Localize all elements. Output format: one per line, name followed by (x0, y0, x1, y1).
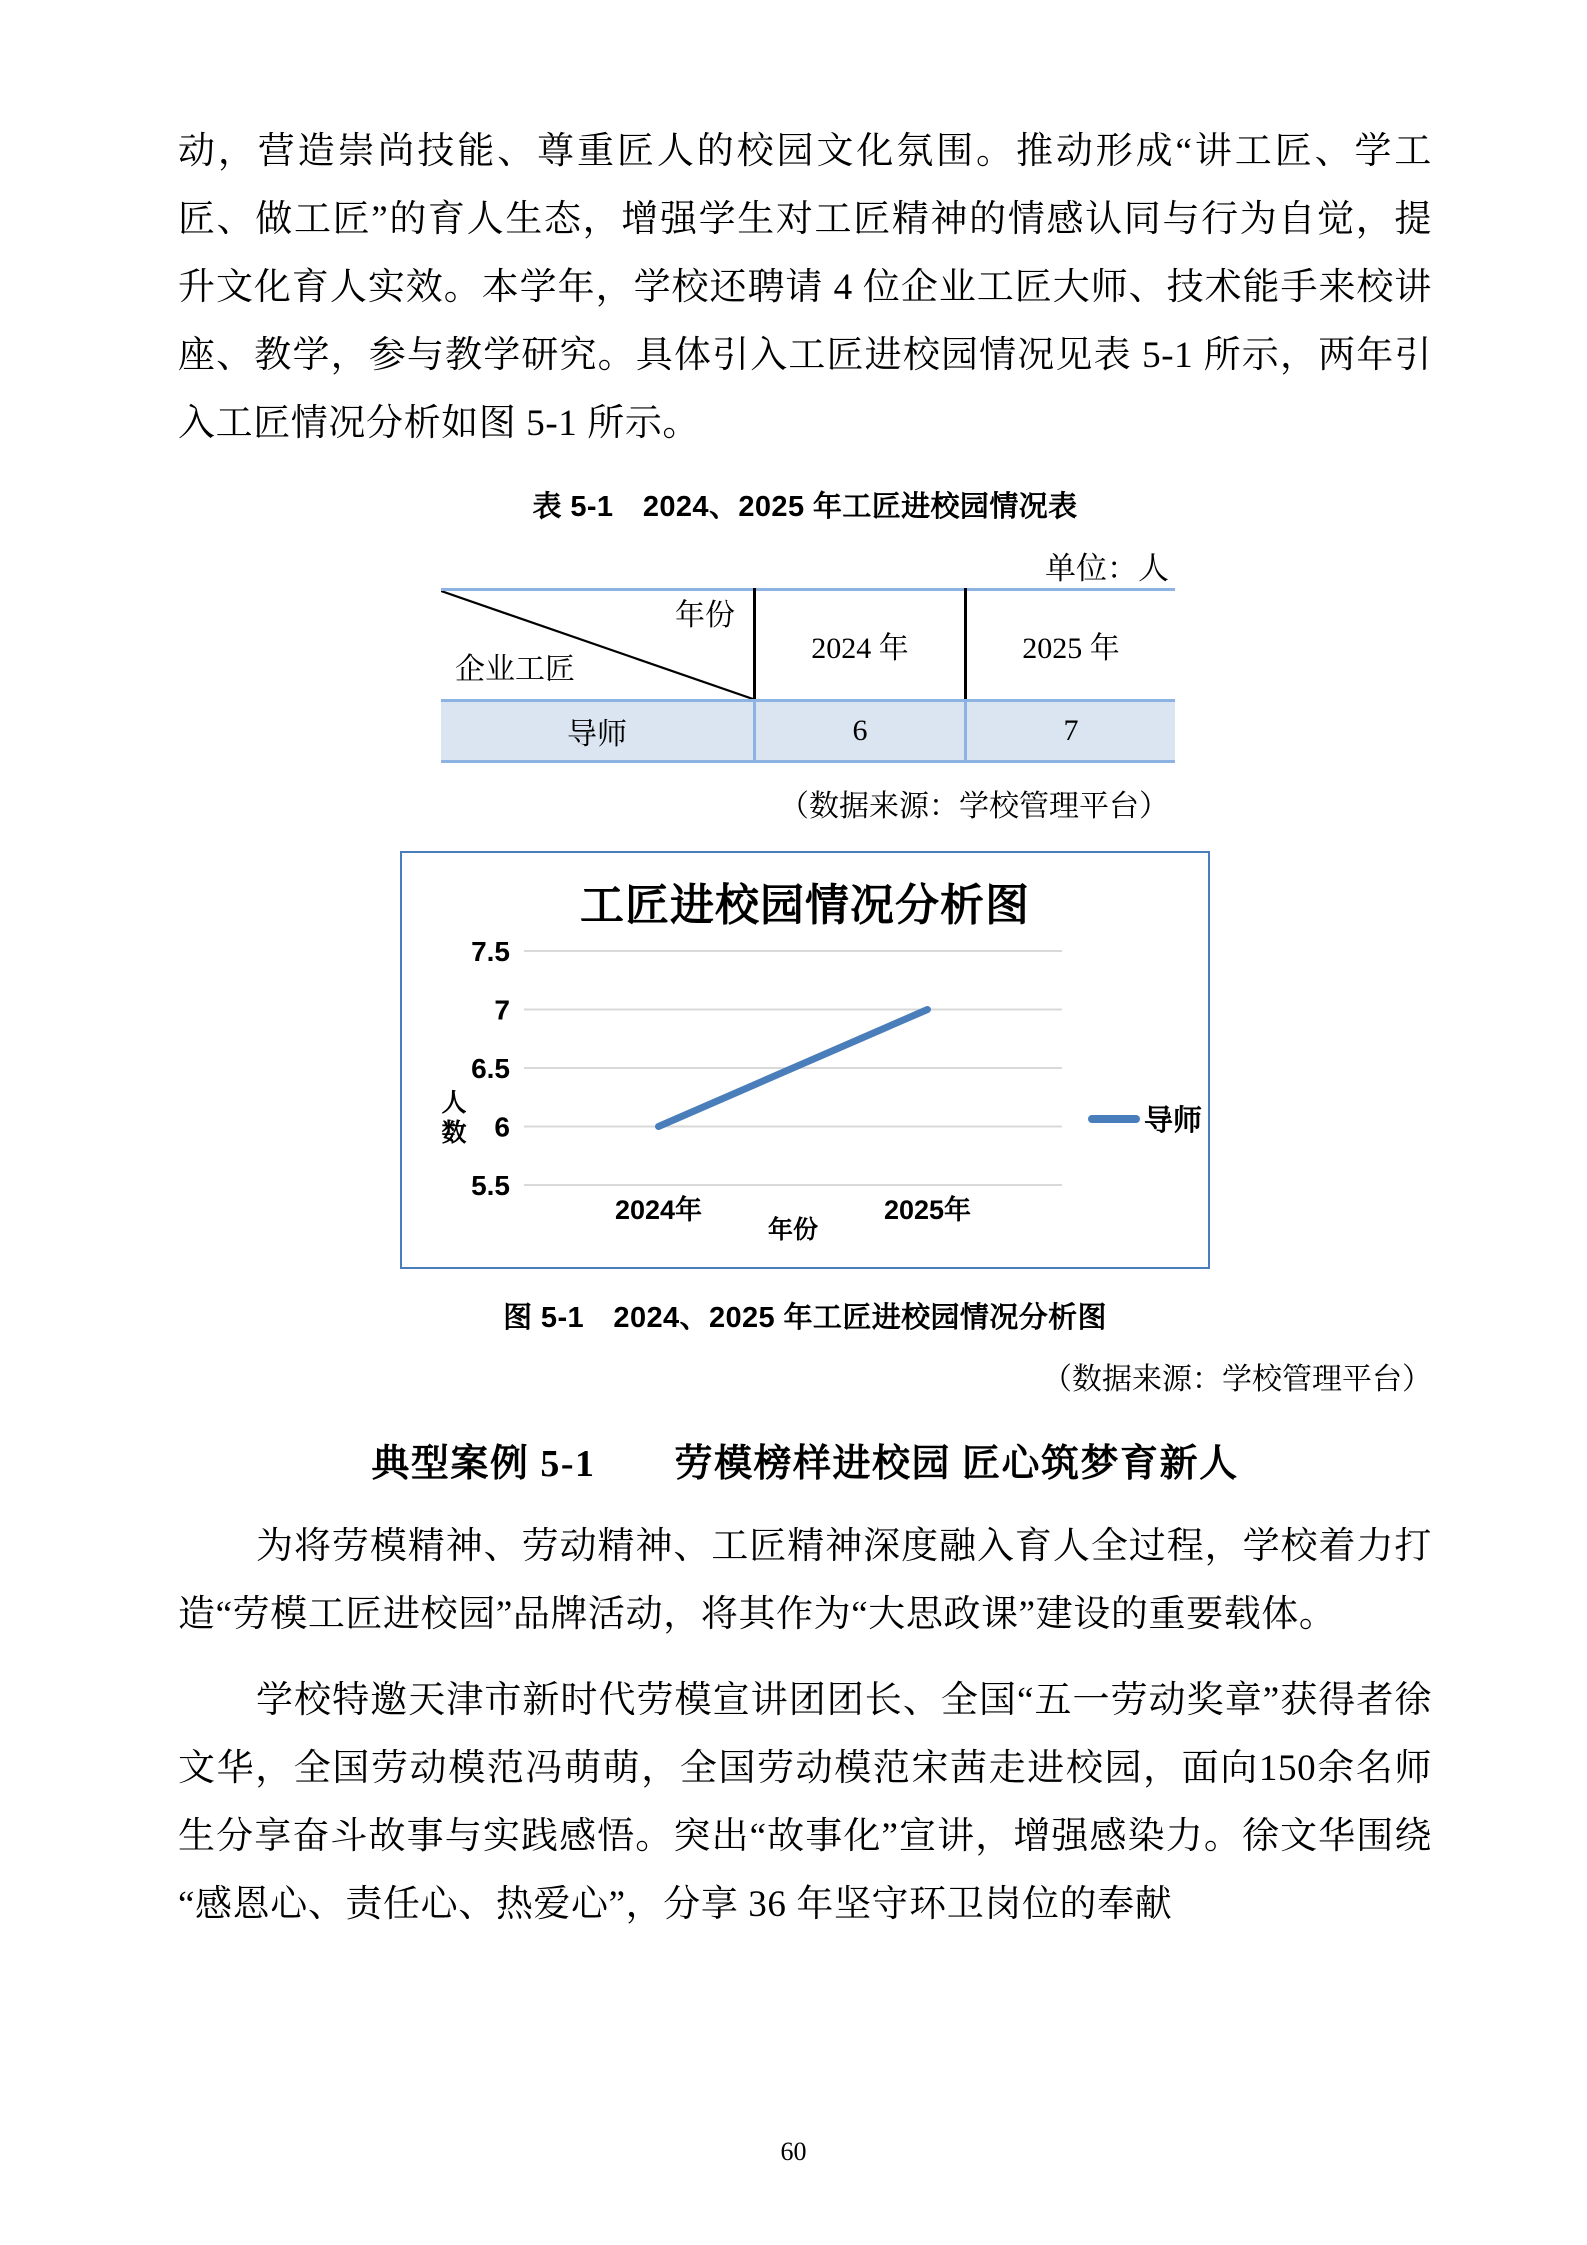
chart-y-axis-title: 人 (441, 1089, 467, 1117)
table-header-2024: 2024 年 (755, 590, 966, 701)
table-cell-2025: 7 (966, 701, 1176, 762)
chart-y-tick-label: 6.5 (471, 1053, 510, 1084)
chart-x-tick-label: 2025年 (883, 1195, 972, 1225)
figure-chart-container (400, 851, 1210, 1269)
chart-x-tick-label: 2024年 (614, 1195, 703, 1225)
spacer (178, 458, 1432, 484)
chart-y-tick-labels (471, 936, 510, 1201)
chart-legend (1092, 1104, 1202, 1137)
corner-column-label: 年份 (675, 599, 735, 632)
spacer (178, 1269, 1432, 1295)
chart-title: 工匠进校园情况分析图 (580, 881, 1030, 930)
chart-x-axis-title: 年份 (767, 1216, 819, 1244)
table-block (441, 543, 1169, 825)
spacer (178, 1336, 1432, 1354)
spacer (178, 1398, 1432, 1432)
page-number: 60 (780, 2137, 807, 2166)
spacer (178, 1487, 1432, 1513)
chart-y-tick-label: 7 (494, 994, 510, 1026)
line-chart-svg (402, 933, 1208, 1263)
case-heading: 典型案例 5-1 劳模榜样进校园 匠心筑梦育新人 (371, 1443, 1239, 1485)
table-corner-cell (441, 590, 755, 701)
legend-label: 导师 (1144, 1105, 1203, 1137)
chart-plot-area (402, 933, 1212, 1263)
paragraph-opening: 动，营造崇尚技能、尊重匠人的校园文化氛围。推动形成“讲工匠、学工匠、做工匠”的育人生态，增强学生对工匠精神的情感认同与行为自觉，提升文化育人实效。本学年，学校还聘请 4 位企业工匠大师、技术能手来校讲座、教学，参与教学研究。具体引入工匠进校园情况见表 5-1 所示，两年引入工匠情况分析如图 5-1 所示。 (178, 131, 1432, 444)
table-source-note: （数据来源：学校管理平台） (779, 790, 1169, 823)
craftsman-table (441, 588, 1175, 763)
figure-caption: 图 5-1 2024、2025 年工匠进校园情况分析图 (503, 1302, 1107, 1334)
spacer (441, 763, 1169, 781)
table-row (441, 701, 1175, 762)
chart-y-tick-label: 6 (494, 1111, 510, 1143)
figure-source-note: （数据来源：学校管理平台） (1042, 1363, 1432, 1396)
table-header-row (441, 590, 1175, 701)
paragraph-case-detail: 学校特邀天津市新时代劳模宣讲团团长、全国“五一劳动奖章”获得者徐文华，全国劳动模范冯萌萌，全国劳动模范宋茜走进校园，面向150余名师生分享奋斗故事与实践感悟。突出“故事化”宣讲，增强感染力。徐文华围绕“感恩心、责任心、热爱心”，分享 36 年坚守环卫岗位的奉献 (178, 1680, 1432, 1925)
table-cell-2024: 6 (755, 701, 966, 762)
table-caption: 表 5-1 2024、2025 年工匠进校园情况表 (532, 491, 1078, 523)
corner-row-label: 企业工匠 (455, 653, 575, 686)
paragraph-case-intro: 为将劳模精神、劳动精神、工匠精神深度融入育人全过程，学校着力打造“劳模工匠进校园”品牌活动，将其作为“大思政课”建设的重要载体。 (178, 1526, 1432, 1635)
chart-y-axis-title-2: 数 (441, 1119, 467, 1147)
spacer (178, 525, 1432, 543)
table-unit-note: 单位：人 (1045, 551, 1169, 586)
table-header-2025: 2025 年 (966, 590, 1176, 701)
table-cell-label: 导师 (441, 701, 755, 762)
chart-y-tick-label: 7.5 (471, 936, 510, 967)
spacer (178, 1649, 1432, 1667)
chart-y-tick-label: 5.5 (471, 1170, 510, 1201)
